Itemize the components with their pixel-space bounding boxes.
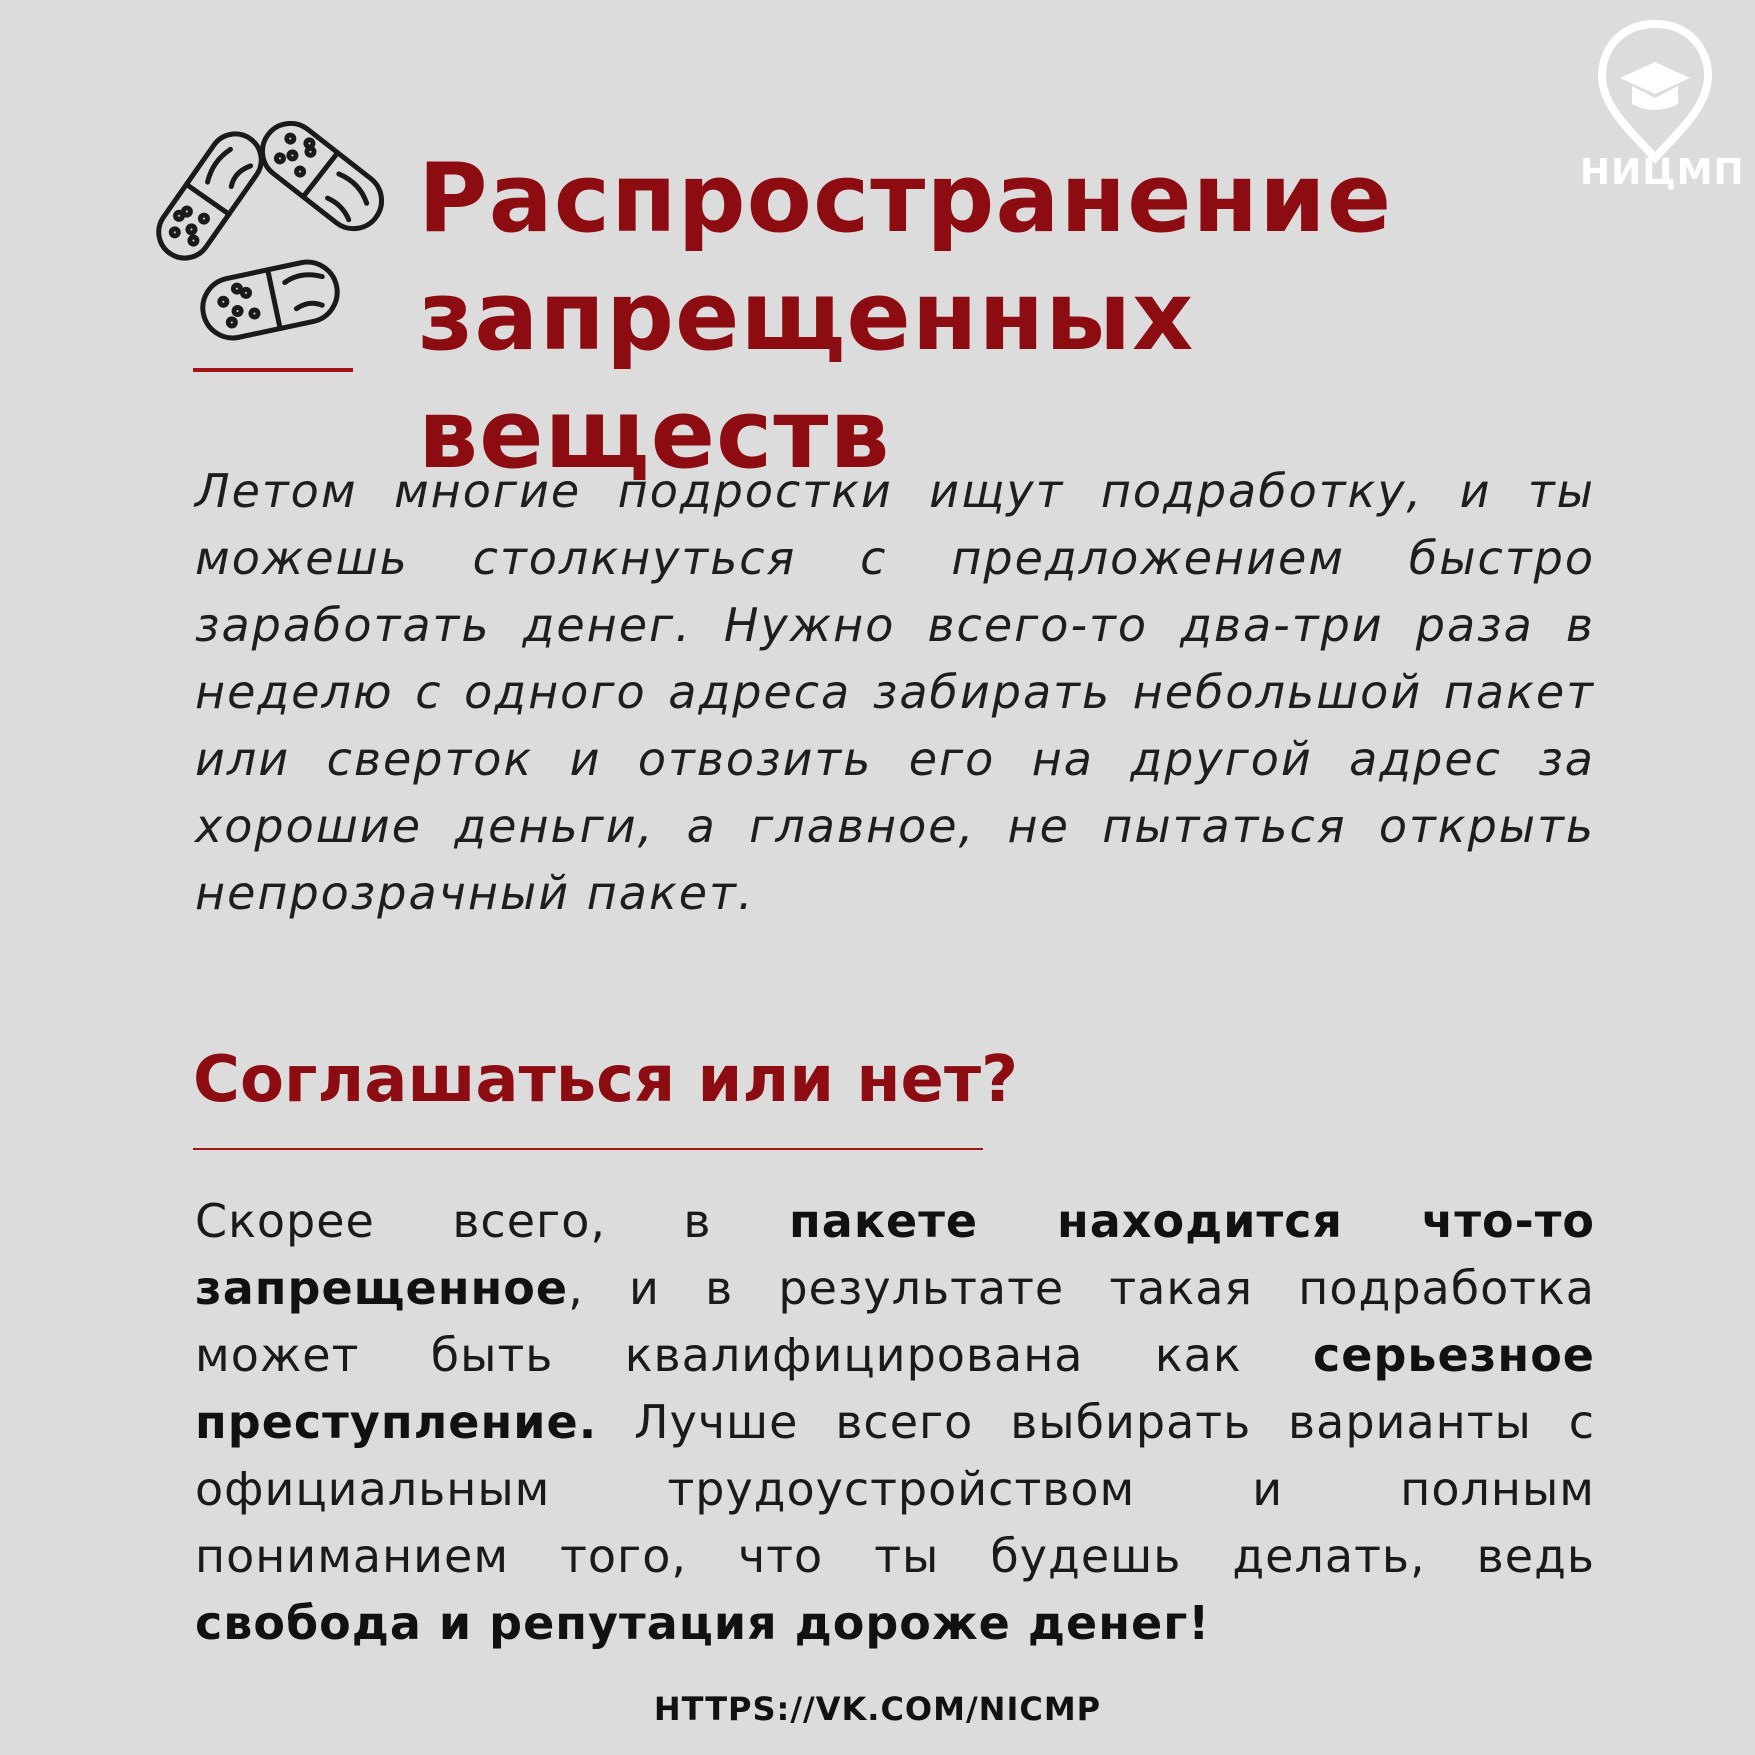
section-title: Соглашаться или нет?	[193, 1043, 1019, 1117]
pills-capsules-icon	[150, 108, 400, 358]
bold-segment: серьезное преступление.	[195, 1328, 1595, 1449]
title-underline	[193, 368, 353, 372]
footer-link[interactable]: HTTPS://VK.COM/NICMP	[653, 1690, 1102, 1728]
page-title-line-2: запрещенных веществ	[418, 262, 1195, 490]
page-title	[418, 140, 1678, 494]
text-segment: Лучше всего выбирать варианты с официальным трудоустройством и полным пониманием того, что ты будешь делать, ведь	[195, 1395, 1595, 1583]
page-title-line-1: Распространение	[418, 144, 1393, 254]
logo-text: НИЦМП	[1580, 152, 1745, 193]
bold-segment: пакете находится что-то запрещенное	[195, 1194, 1595, 1315]
bold-segment: свобода и репутация дороже денег!	[195, 1596, 1211, 1650]
section-underline	[193, 1148, 983, 1150]
text-segment: , и в результате такая подработка может быть квалифицирована как	[195, 1261, 1595, 1382]
section-paragraph	[195, 1188, 1595, 1657]
intro-paragraph: Летом многие подростки ищут подработку, и ты можешь столкнуться с предложением быстро заработать денег. Нужно всего-то два-три раза в неделю с одного адреса забирать небольшой пакет или сверток и отвозить его на другой адрес за хорошие деньги, а главное, не пытаться открыть непрозрачный пакет.	[195, 464, 1595, 920]
text-segment: Скорее всего, в	[195, 1194, 790, 1248]
